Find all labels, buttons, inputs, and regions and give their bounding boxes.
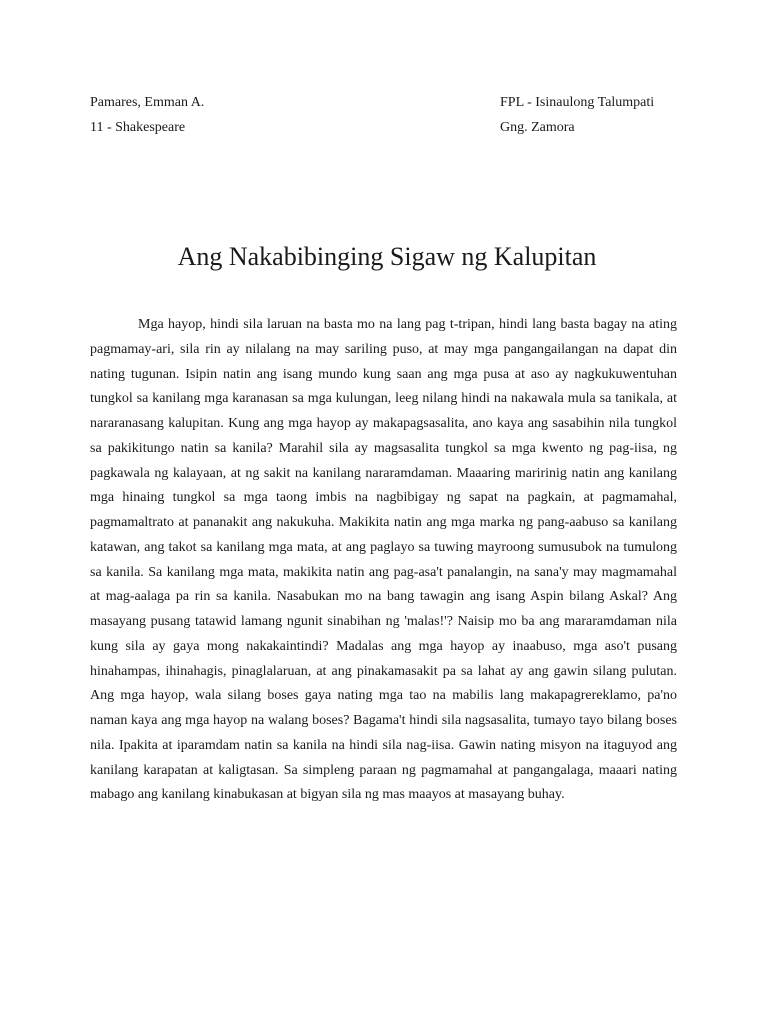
document-title: Ang Nakabibinging Sigaw ng Kalupitan bbox=[177, 242, 597, 271]
author-name: Pamares, Emman A. bbox=[90, 95, 205, 110]
body-paragraph: Mga hayop, hindi sila laruan na basta mo na lang pag t-tripan, hindi lang basta bagay na ating pagmamay-ari, sila rin ay nilalang na may sariling puso, at may mga pangangailangan na dapat din nating tugunan. Isipin natin ang isang mundo kung saan ang mga pusa at aso ay nagkukuwentuhan tungkol sa kanilang mga karanasan sa mga kulungan, leeg nilang hindi na nakawala mula sa tanikala, at nararanasang kalupitan. Kung ang mga hayop ay makapagsasalita, ano kaya ang sasabihin nila tungkol sa pakikitungo natin sa kanila? Marahil sila ay magsasalita tungkol sa mga kwento ng pag-iisa, ng pagkawala ng kalayaan, at ng sakit na kanilang nararamdaman. Maaaring maririnig natin ang kanilang mga hinaing tungkol sa mga taong imbis na nagbibigay ng sapat na pagkain, at pagmamahal, pagmamaltrato at pananakit ang nakukuha. Makikita natin ang mga marka ng pang-aabuso sa kanilang katawan, ang takot sa kanilang mga mata, at ang paglayo sa tuwing mayroong sumusubok na tumulong sa kanila. Sa kanilang mga mata, makikita natin ang pag-asa't panalangin, na sana'y may magmamahal at mag-aalaga pa rin sa kanila. Nasabukan mo na bang tawagin ang isang Aspin bilang Askal? Ang masayang pusang tatawid lamang ngunit sinabihan ng 'malas!'? Naisip mo ba ang mararamdaman nila kung sila ay gaya mong nakakaintindi? Madalas ang mga hayop ay inaabuso, mga aso't pusang hinahampas, ihinahagis, pinaglalaruan, at ang pinakamasakit pa sa lahat ay ang gawin silang pulutan. Ang mga hayop, wala silang boses gaya nating mga tao na mabilis lang makapagrereklamo, pa'no naman kaya ang mga hayop na walang boses? Bagama't hindi sila nagsasalita, tumayo tayo bilang boses nila. Ipakita at iparamdam natin sa kanila na hindi sila nag-iisa. Gawin nating misyon na itaguyod ang kanilang karapatan at kaligtasan. Sa simpleng paraan ng pagmamahal at pangangalaga, maaari nating mabago ang kanilang kinabukasan at bigyan sila ng mas maayos at masayang buhay. bbox=[90, 317, 677, 803]
subject-label: FPL - Isinaulong Talumpati bbox=[500, 95, 655, 110]
teacher-name: Gng. Zamora bbox=[500, 120, 575, 135]
section-label: 11 - Shakespeare bbox=[90, 120, 186, 135]
